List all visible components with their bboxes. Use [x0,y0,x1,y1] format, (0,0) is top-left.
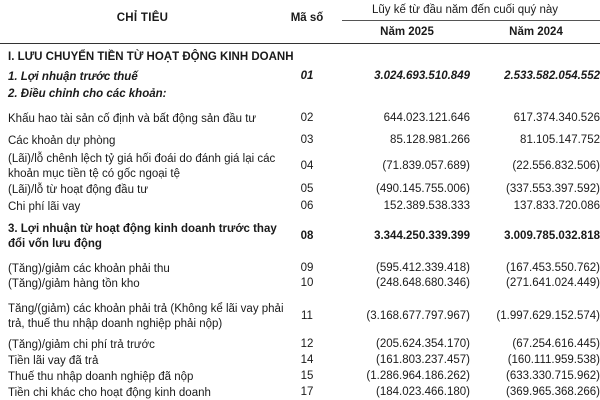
row-label: (Lãi)/lỗ từ hoạt động đầu tư [8,184,149,196]
row-value-2024: (1.997.629.152.574) [496,310,600,322]
row-value-2025: 3.024.693.510.849 [374,70,470,82]
header-item: CHỈ TIÊU [116,12,169,24]
row-label: 2. Điều chỉnh cho các khoản: [8,88,167,100]
row-label: Các khoản dự phòng [8,135,116,147]
row-label: Chi phí lãi vay [8,201,81,213]
row-label: Khấu hao tài sản cố định và bất động sản đầu tư [8,113,257,125]
row-label: Thuế thu nhập doanh nghiệp đã nộp [8,371,194,383]
row-value-2025: 3.344.250.339.399 [374,230,470,242]
row-value-2025: (3.168.677.797.967) [366,310,470,322]
row-value-2025: (490.145.755.006) [376,183,470,195]
header-period: Lũy kế từ đầu năm đến cuối quý này [371,4,559,16]
row-code: 09 [300,262,314,274]
row-value-2024: (67.254.616.445) [512,338,600,350]
row-label: Tăng/(giảm) các khoản phải trả (Không kể lãi vay phải trả, thuế thu nhập doanh nghiệp phải nộp) [8,303,284,330]
row-value-2024: (22.556.832.506) [512,160,600,172]
row-value-2025: (1.286.964.186.262) [366,370,470,382]
row-label: 3. Lợi nhuận từ hoạt động kinh doanh trước thay đổi vốn lưu động [8,223,277,250]
row-value-2025: (595.412.339.418) [376,262,470,274]
row-value-2024: (167.453.550.762) [506,262,600,274]
header-divider [342,20,600,21]
row-label: (Lãi)/lỗ chênh lệch tỷ giá hối đoái do đánh giá lại các khoản mục tiền tệ có gốc ngoại tệ [8,153,276,180]
row-value-2024: (160.111.959.538) [507,354,600,366]
row-code: 04 [300,160,314,172]
row-code: 14 [300,354,314,366]
row-label: (Tăng)/giảm các khoản phải thu [8,263,170,275]
row-value-2024: 617.374.340.526 [513,112,600,124]
section-title: I. LƯU CHUYỂN TIỀN TỪ HOẠT ĐỘNG KINH DOANH [8,51,294,63]
row-code: 03 [300,134,314,146]
row-label: (Tăng)/giảm hàng tồn kho [8,278,140,290]
row-code: 01 [300,70,314,82]
row-value-2025: (248.648.680.346) [376,277,470,289]
row-value-2025: (205.624.354.170) [376,338,470,350]
row-code: 05 [300,183,314,195]
row-value-2025: 644.023.121.646 [383,112,470,124]
row-code: 17 [300,386,314,398]
row-value-2024: (271.641.024.449) [506,277,600,289]
row-code: 12 [300,338,314,350]
header-code: Mã số [290,12,324,24]
row-code: 08 [300,230,314,242]
row-value-2024: 137.833.720.086 [513,200,600,212]
row-code: 06 [300,200,314,212]
row-code: 02 [300,112,314,124]
row-value-2025: (184.023.466.180) [376,386,470,398]
row-code: 10 [300,277,314,289]
header-year-2024: Năm 2024 [509,26,563,38]
row-value-2025: 85.128.981.266 [390,134,470,146]
row-value-2025: 152.389.538.333 [383,200,470,212]
row-code: 15 [300,370,314,382]
row-value-2025: (71.839.057.689) [382,160,470,172]
row-value-2024: 3.009.785.032.818 [504,230,600,242]
row-value-2024: 81.105.147.752 [520,134,600,146]
header-year-2025: Năm 2025 [380,26,434,38]
header-rule [0,43,600,44]
row-label: Tiền lãi vay đã trả [8,355,99,367]
row-value-2024: 2.533.582.054.552 [504,70,600,82]
row-label: Tiền chi khác cho hoạt động kinh doanh [8,387,211,399]
row-value-2024: (369.965.368.266) [506,386,600,398]
row-value-2025: (161.803.237.457) [376,354,470,366]
row-label: (Tăng)/giảm chi phí trả trước [8,339,155,351]
table-header [0,0,600,44]
row-label: 1. Lợi nhuận trước thuế [8,71,138,83]
row-value-2024: (337.553.397.592) [506,183,600,195]
row-value-2024: (633.330.715.962) [506,370,600,382]
row-code: 11 [301,310,313,322]
